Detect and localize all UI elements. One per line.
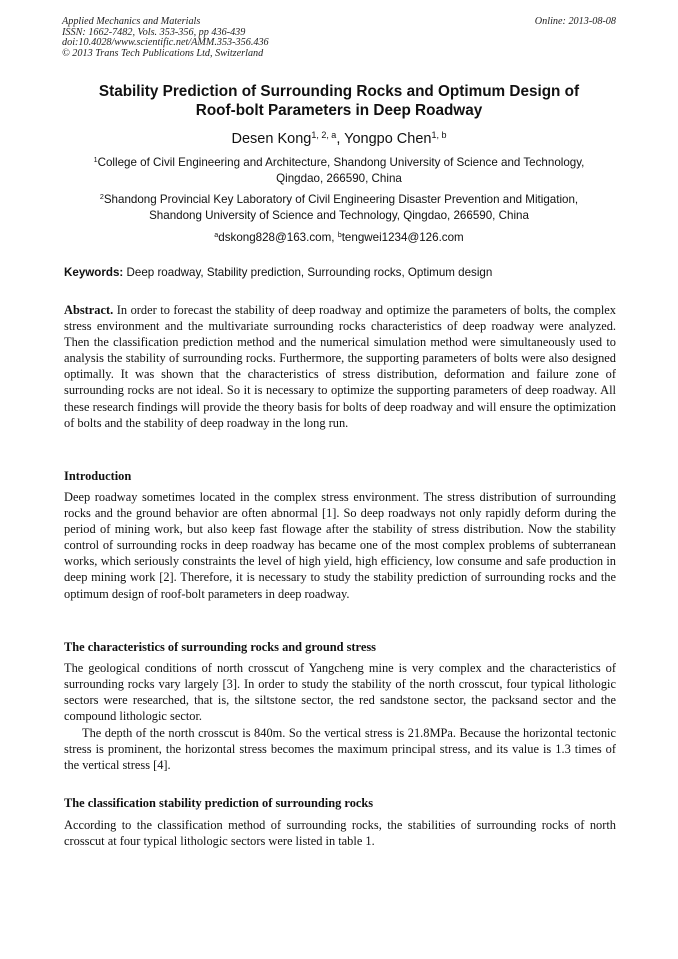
affiliation-2-sup: 2 xyxy=(99,192,104,202)
email-2[interactable]: tengwei1234@126.com xyxy=(341,231,464,244)
affiliation-1-sup: 1 xyxy=(93,155,98,165)
email-separator: , xyxy=(331,231,338,244)
affiliation-1 xyxy=(62,155,616,187)
doi-line: doi:10.4028/www.scientific.net/AMM.353-356.436 xyxy=(62,37,269,49)
affiliation-2 xyxy=(62,192,616,224)
abstract-label: Abstract. xyxy=(64,303,114,317)
email-2-sup: b xyxy=(337,230,342,240)
copyright-line: © 2013 Trans Tech Publications Ltd, Switzerland xyxy=(62,47,264,59)
introduction-heading: Introduction xyxy=(64,469,132,483)
author-2-sup: 1, b xyxy=(431,130,447,141)
affiliation-1-line-1: College of Civil Engineering and Architecture, Shandong University of Science and Technology, xyxy=(97,156,585,169)
paper-title xyxy=(0,82,678,120)
introduction-text: Deep roadway sometimes located in the complex stress environment. The stress distribution of surrounding rocks and the ground behavior are often abnormal [1]. So deep roadways not only rapidly deform during the period of mining work, but also keep fast flowage after the stability of stress distribution. Now the stability control of surrounding rocks in deep roadway has became one of the most complex problems of subterranean works, which seriously constraints the level of high yield, high efficiency, low consume and safe production in deep mining work [2]. Therefore, it is necessary to study the stability prediction of surrounding rocks and the optimum design of roof-bolt parameters in deep roadway. xyxy=(64,490,616,601)
author-emails xyxy=(62,230,616,245)
characteristics-text-1: The geological conditions of north crosscut of Yangcheng mine is very complex and the characteristics of surrounding rocks vary largely [3]. In order to study the stability of the north crosscut, four typical lithologic sectors were researched, that is, the siltstone sector, the red sandstone sector, the packsand sector and the compound lithologic sector. xyxy=(64,661,616,724)
affiliation-2-line-1: Shandong Provincial Key Laboratory of Civil Engineering Disaster Prevention and Mitigation, xyxy=(103,193,579,206)
abstract-text: In order to forecast the stability of deep roadway and optimize the parameters of bolts, the complex stress environment and the multivariate surrounding rocks characteristics of deep roadway were analyzed. Then the classification prediction method and the numerical simulation method were simultaneously used to analysis the stability of surrounding rocks. Furthermore, the supporting parameters of bolts were also designed optimally. It was shown that the characteristics of stress distribution, deformation and failure zone of surrounding rocks are not ideal. So it is necessary to optimize the supporting parameters of deep roadway. All these research findings will provide the theory basis for bolts of deep roadway and will ensure the optimization of bolts and the stability of deep roadway in the long run. xyxy=(64,303,616,430)
keywords xyxy=(64,265,616,280)
online-date: Online: 2013-08-08 xyxy=(534,16,616,27)
journal-name: Applied Mechanics and Materials xyxy=(62,16,201,27)
email-1-sup: a xyxy=(214,230,219,240)
characteristics-heading: The characteristics of surrounding rocks and ground stress xyxy=(64,640,376,654)
classification-text: According to the classification method of surrounding rocks, the stabilities of surrounding rocks of north crosscut at four typical lithologic sectors were listed in table 1. xyxy=(64,818,616,849)
author-2: Yongpo Chen xyxy=(344,131,432,147)
authors xyxy=(0,130,678,148)
author-separator: , xyxy=(336,131,345,147)
abstract xyxy=(64,302,616,431)
title-line-2: Roof-bolt Parameters in Deep Roadway xyxy=(195,102,483,119)
keywords-label: Keywords: xyxy=(64,266,124,279)
keywords-text: Deep roadway, Stability prediction, Surrounding rocks, Optimum design xyxy=(123,266,493,279)
issn-line: ISSN: 1662-7482, Vols. 353-356, pp 436-439 xyxy=(62,26,246,38)
email-1[interactable]: dskong828@163.com xyxy=(218,231,332,244)
journal-header xyxy=(62,17,616,59)
affiliation-2-line-2: Shandong University of Science and Technology, Qingdao, 266590, China xyxy=(149,209,529,222)
author-1: Desen Kong xyxy=(231,131,312,147)
author-1-sup: 1, 2, a xyxy=(311,130,337,141)
characteristics-text-2: The depth of the north crosscut is 840m. So the vertical stress is 21.8MPa. Because the horizontal tectonic stress is prominent, the horizontal stress becomes the maximum principal stress, and its value is 1.3 times of the vertical stress [4]. xyxy=(64,726,616,773)
classification-heading: The classification stability prediction of surrounding rocks xyxy=(64,796,374,810)
affiliation-1-line-2: Qingdao, 266590, China xyxy=(276,172,402,185)
title-line-1: Stability Prediction of Surrounding Rocks and Optimum Design of xyxy=(98,83,580,100)
